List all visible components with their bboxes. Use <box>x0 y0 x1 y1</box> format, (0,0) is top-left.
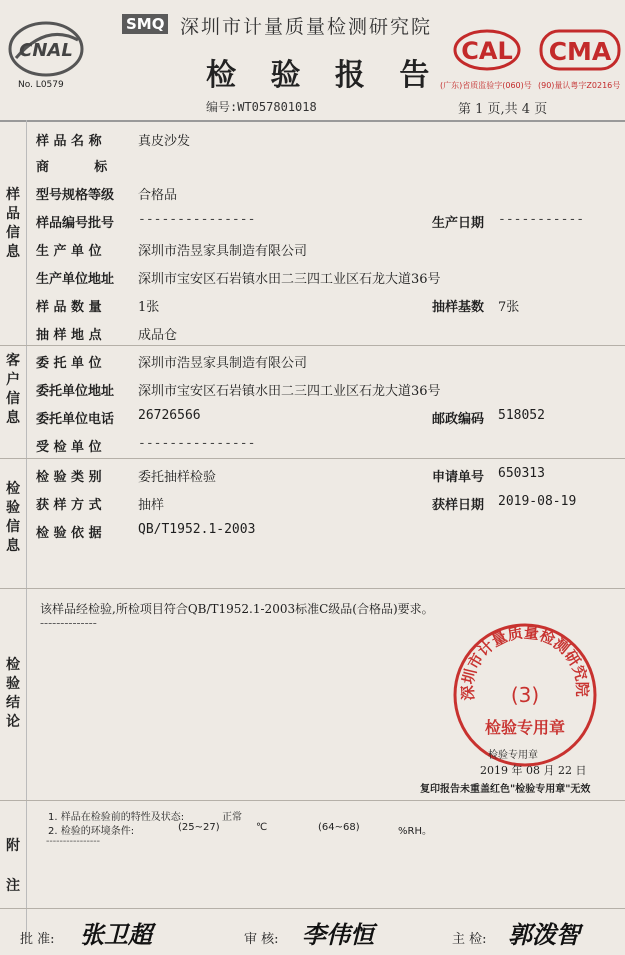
section-remarks: 附注 <box>6 838 20 894</box>
copy-note: 复印报告未重盖红色"检验专用章"无效 <box>420 784 591 795</box>
producer-addr-label: 生产单位地址 <box>36 272 115 287</box>
conclusion-date: 2019 年 08 月 22 日 <box>480 764 587 777</box>
seal-text: 深圳市计量质量检测研究院 <box>458 623 592 701</box>
client-unit-label: 委 托 单 位 <box>36 356 102 371</box>
prod-date: ----------- <box>498 212 585 227</box>
basis-label: 检 验 依 据 <box>36 526 102 541</box>
method: 抽样 <box>138 498 165 513</box>
remark-2-label: 2. 检验的环境条件: <box>48 826 135 837</box>
underline: ---------------- <box>46 836 101 847</box>
divider <box>0 345 625 346</box>
section-sample: 样品信息 <box>6 187 20 260</box>
batch-label: 样品编号批号 <box>36 216 115 231</box>
zip: 518052 <box>498 408 545 423</box>
divider <box>0 908 625 909</box>
cal-logo <box>452 28 522 72</box>
zip-label: 邮政编码 <box>432 412 485 427</box>
review-signature: 李伟恒 <box>302 920 374 949</box>
conclusion-text: 该样品经检验,所检项目符合QB/T1952.1-2003标准C级品(合格品)要求。 <box>40 602 434 616</box>
institute-name: 深圳市计量质量检测研究院 <box>180 16 433 38</box>
type-label: 检 验 类 别 <box>36 470 102 485</box>
cma-logo <box>538 26 622 74</box>
client-addr: 深圳市宝安区石岩镇水田二三四工业区石龙大道36号 <box>138 384 441 399</box>
qty: 1张 <box>138 300 160 315</box>
cal-cert: (广东)省质监验字(060)号 <box>440 81 532 90</box>
report-number: 编号:WT057801018 <box>206 100 317 114</box>
cma-cert: (90)量认粤字Z0216号 <box>538 81 621 90</box>
humidity-range: (64~68) <box>318 822 360 833</box>
divider <box>0 588 625 589</box>
approve-signature: 张卫超 <box>80 920 152 949</box>
temp-unit: ℃ <box>256 822 268 833</box>
remark-1-value: 正常 <box>222 812 242 823</box>
brand-label: 商 标 <box>36 160 108 175</box>
model: 合格品 <box>138 188 178 203</box>
req-label: 申请单号 <box>432 470 485 485</box>
method-label: 获 样 方 式 <box>36 498 102 513</box>
producer-addr: 深圳市宝安区石岩镇水田二三四工业区石龙大道36号 <box>138 272 441 287</box>
review-label: 审 核: <box>244 932 279 947</box>
temp-range: (25~27) <box>178 822 220 833</box>
section-inspection: 检验信息 <box>6 481 20 554</box>
date: 2019-08-19 <box>498 494 577 509</box>
client-addr-label: 委托单位地址 <box>36 384 115 399</box>
page-info: 第 1 页,共 4 页 <box>458 102 548 117</box>
cal-text: CAL <box>461 37 513 65</box>
place: 成品仓 <box>138 328 178 343</box>
report-title: 检 验 报 告 <box>206 58 442 93</box>
model-label: 型号规格等级 <box>36 188 115 203</box>
prod-date-label: 生产日期 <box>432 216 485 231</box>
divider <box>0 458 625 459</box>
main-label: 主 检: <box>452 932 487 947</box>
qty-label: 样 品 数 量 <box>36 300 102 315</box>
cnal-number: No. L0579 <box>18 80 64 90</box>
section-conclusion: 检验结论 <box>6 657 20 730</box>
divider <box>0 800 625 801</box>
sample-name-label: 样 品 名 称 <box>36 134 102 149</box>
stamp-label: 检验专用章 <box>488 750 538 761</box>
seal-sub: 检验专用章 <box>484 718 566 737</box>
date-label: 获样日期 <box>432 498 485 513</box>
cma-text: CMA <box>548 37 612 66</box>
smq-badge: SMQ <box>122 14 168 34</box>
place-label: 抽 样 地 点 <box>36 328 102 343</box>
recv-label: 受 检 单 位 <box>36 440 102 455</box>
humidity-unit: %RH。 <box>398 826 432 837</box>
req: 650313 <box>498 466 545 481</box>
base-label: 抽样基数 <box>432 300 485 315</box>
seal-number: (3) <box>510 683 540 707</box>
main-signature: 郭泼智 <box>508 920 580 949</box>
batch: --------------- <box>138 212 256 227</box>
producer: 深圳市浩昱家具制造有限公司 <box>138 244 308 259</box>
base: 7张 <box>498 300 520 315</box>
remark-1-label: 1. 样品在检验前的特性及状态: <box>48 812 185 823</box>
type: 委托抽样检验 <box>138 470 217 485</box>
approve-label: 批 准: <box>20 932 55 947</box>
underline: -------------- <box>40 616 97 630</box>
producer-label: 生 产 单 位 <box>36 244 102 259</box>
recv: --------------- <box>138 436 256 451</box>
basis: QB/T1952.1-2003 <box>138 522 256 537</box>
client-unit: 深圳市浩昱家具制造有限公司 <box>138 356 308 371</box>
client-phone: 26726566 <box>138 408 201 423</box>
sample-name: 真皮沙发 <box>138 134 191 149</box>
section-client: 客户信息 <box>6 353 20 426</box>
client-phone-label: 委托单位电话 <box>36 412 115 427</box>
cnal-text: CNAL <box>19 40 73 61</box>
